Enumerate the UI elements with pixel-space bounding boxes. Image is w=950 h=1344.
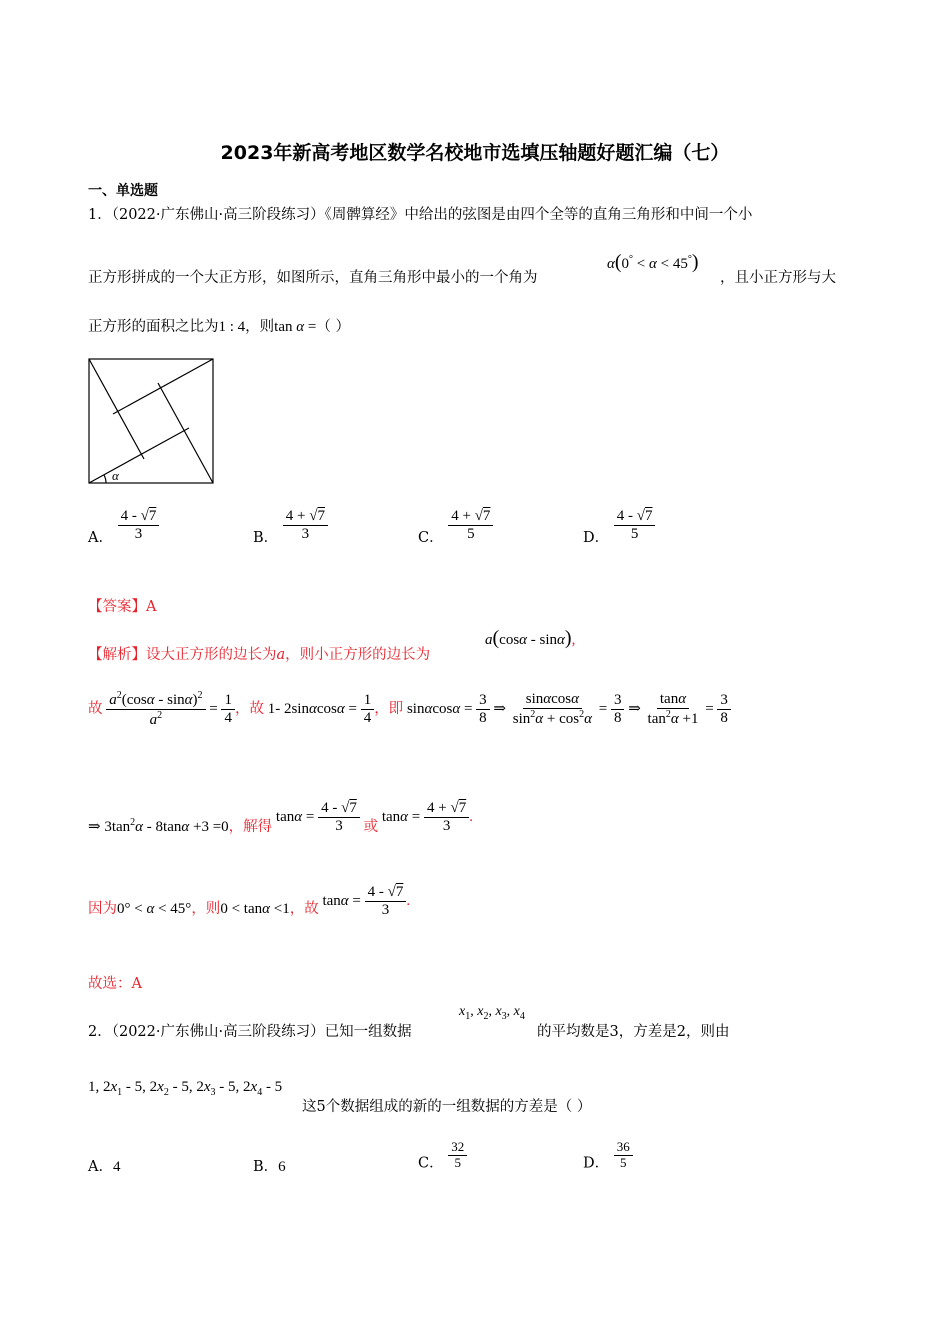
q2-option-b[interactable]: B．6 (253, 1159, 286, 1175)
q1-tan-expr: tan α = (274, 319, 317, 335)
q2-option-d[interactable]: D． $\frac{36}{5}$ (583, 1140, 633, 1172)
q1-option-d[interactable]: D． $\frac{4 - √7}{5}$ (583, 508, 655, 547)
figure-alpha-label: α (112, 468, 119, 483)
q1-number: 1． (88, 207, 112, 223)
q1-angle-range: α(0° < α < 45°) (607, 251, 699, 273)
q1-line1: 1．（2022·广东佛山·高三阶段练习）《周髀算经》中给出的弦图是由四个全等的直角三角形和中间一个小 (88, 207, 753, 223)
q1-line2-end: ，且小正方形与大 (720, 270, 836, 286)
q1-option-b[interactable]: B． $\frac{4 + √7}{3}$ (253, 508, 328, 547)
q1-line3: 正方形的面积之比为1 : 4，则tan α =（ ） (88, 319, 350, 335)
q1-ratio: 1 : 4 (218, 319, 246, 335)
q2-line1: 2．（2022·广东佛山·高三阶段练习）已知一组数据 (88, 1024, 412, 1040)
q2-line1-end: 的平均数是3，方差是2，则由 (537, 1024, 730, 1040)
section-heading: 一、单选题 (88, 183, 158, 199)
q1-answer: 【答案】A (88, 599, 157, 615)
q1-option-c[interactable]: C． $\frac{4 + √7}{5}$ (418, 508, 493, 547)
q2-option-c[interactable]: C． $\frac{32}{5}$ (418, 1140, 467, 1172)
q2-data-vars: $x_1$, $x_2$, $x_3$, $x_4$ (459, 1004, 525, 1022)
q1-analysis-line1: 【解析】设大正方形的边长为a，则小正方形的边长为 (88, 647, 431, 663)
small-square-side: a(cosα - sinα), (485, 627, 576, 649)
q2-option-a[interactable]: A．4 (88, 1159, 121, 1175)
analysis-derivation-2: ⇒ $3\tan^2\alpha - 8\tan\alpha +3 =0$，解得 tanα = $\frac{4 - √7}{3}$ 或 tanα = $\frac{4 + √7}{3}$ . (88, 800, 473, 836)
q2-new-data: 1, $2x_1 - 5$, $2x_2 - 5$, $2x_3 - 5$, $2x_4 - 5$ (88, 1079, 283, 1098)
q1-final-choice: 故选：A (88, 976, 142, 992)
q2-line2: 这5个数据组成的新的一组数据的方差是（ ） (302, 1099, 592, 1115)
analysis-conclusion: 因为0° < α < 45°，则0 < tanα <1，故 tanα = $\frac{4 - √7}{3}$ . (88, 884, 411, 919)
q1-option-a[interactable]: A． $\frac{4 - √7}{3}$ (88, 508, 159, 547)
analysis-derivation-1: 故 $\frac{a^2(\cos\alpha - \sin\alpha)^2}{a^2}$ = $\frac{1}{4}$ ，故 1- 2sinαcosα = $\frac{1}{4}$ ，即 sinαcosα = $\frac{3}{8}$ ⇒ $\frac{\sin\alpha\cos\alpha}{\sin^2\alpha + \cos^2\alpha}$ = $\frac{3}{8}$ ⇒ $\frac{\tan\alpha}{\tan^2\alpha +1}$ = $\frac{3}{8}$ (88, 690, 731, 730)
zhao-shuang-figure (86, 356, 216, 486)
page-title: 2023年新高考地区数学名校地市选填压轴题好题汇编（七） (220, 142, 730, 164)
q1-line2: 正方形拼成的一个大正方形，如图所示，直角三角形中最小的一个角为 (88, 270, 538, 286)
